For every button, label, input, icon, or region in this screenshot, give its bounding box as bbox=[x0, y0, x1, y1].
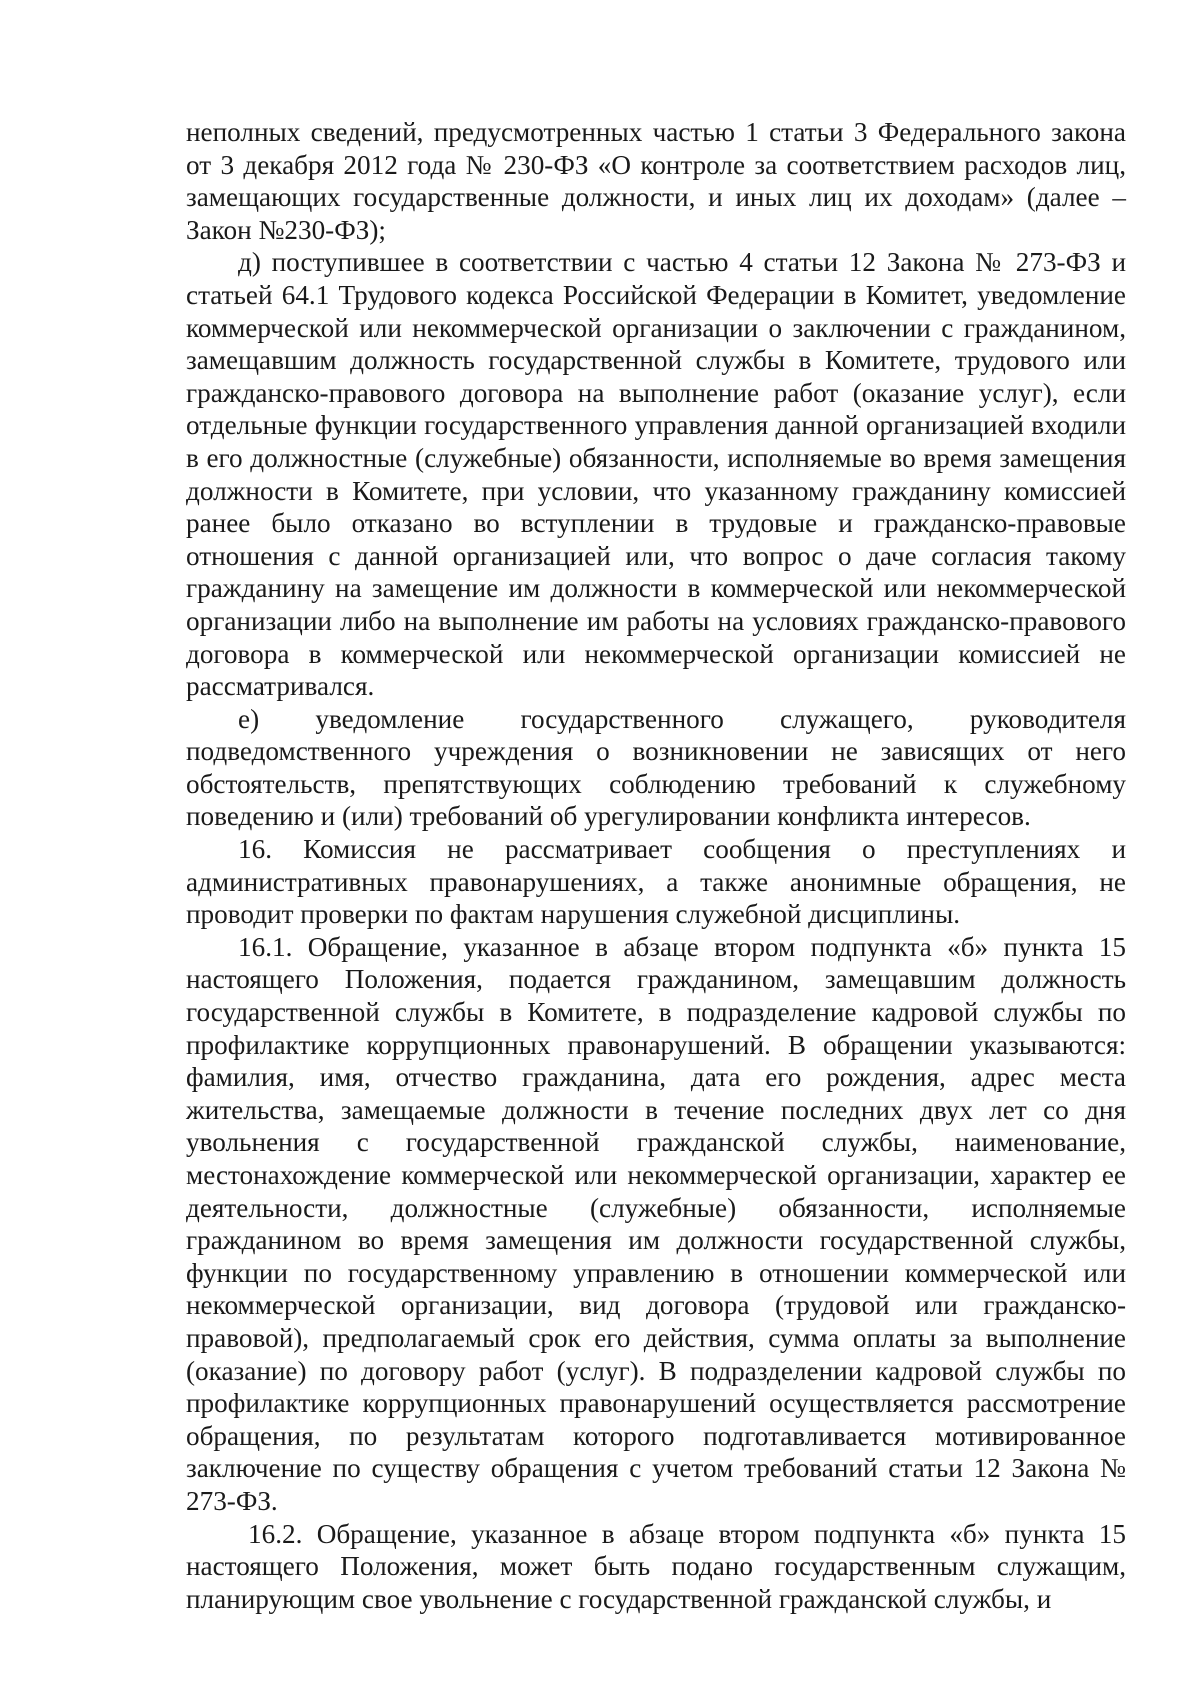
paragraph-16-1: 16.1. Обращение, указанное в абзаце втором подпункта «б» пункта 15 настоящего Положения, подается гражданином, замещавшим должность государственной службы в Комитете, в подразделение кадровой службы по профилактике коррупционных правонарушений. В обращении указываются: фамилия, имя, отчество гражданина, дата его рождения, адрес места жительства, замещаемые должности в течение последних двух лет со дня увольнения с государственной гражданской службы, наименование, местонахождение коммерческой или некоммерческой организации, характер ее деятельности, должностные (служебные) обязанности, исполняемые гражданином во время замещения им должности государственной службы, функции по государственному управлению в отношении коммерческой или некоммерческой организации, вид договора (трудовой или гражданско-правовой), предполагаемый срок его действия, сумма оплаты за выполнение (оказание) по договору работ (услуг). В подразделении кадровой службы по профилактике коррупционных правонарушений осуществляется рассмотрение обращения, по результатам которого подготавливается мотивированное заключение по существу обращения с учетом требований статьи 12 Закона № 273-ФЗ. bbox=[186, 931, 1126, 1516]
paragraph-e: е) уведомление государственного служащего, руководителя подведомственного учреждения о возникновении не зависящих от него обстоятельств, препятствующих соблюдению требований к служебному поведению и (или) требований об урегулировании конфликта интересов. bbox=[186, 703, 1126, 832]
paragraph-16: 16. Комиссия не рассматривает сообщения о преступлениях и административных правонарушениях, а также анонимные обращения, не проводит проверки по фактам нарушения служебной дисциплины. bbox=[186, 834, 1126, 930]
paragraph-d: д) поступившее в соответствии с частью 4 статьи 12 Закона № 273-ФЗ и статьей 64.1 Трудового кодекса Российской Федерации в Комитет, уведомление коммерческой или некоммерческой организации о заключении с гражданином, замещавшим должность государственной службы в Комитете, трудового или гражданско-правового договора на выполнение работ (оказание услуг), если отдельные функции государственного управления данной организацией входили в его должностные (служебные) обязанности, исполняемые во время замещения должности в Комитете, при условии, что указанному гражданину комиссией ранее было отказано во вступлении в трудовые и гражданско-правовые отношения с данной организацией или, что вопрос о даче согласия такому гражданину на замещение им должности в коммерческой или некоммерческой организации либо на выполнение им работы на условиях гражданско-правового договора в коммерческой или некоммерческой организации комиссией не рассматривался. bbox=[186, 247, 1126, 702]
paragraph-16-2: 16.2. Обращение, указанное в абзаце втором подпункта «б» пункта 15 настоящего Положения, может быть подано государственным служащим, планирующим свое увольнение с государственной гражданской службы, и bbox=[186, 1518, 1126, 1614]
document-body bbox=[186, 116, 1126, 1615]
paragraph-continuation: неполных сведений, предусмотренных частью 1 статьи 3 Федерального закона от 3 декабря 2012 года № 230-ФЗ «О контроле за соответствием расходов лиц, замещающих государственные должности, и иных лиц их доходам» (далее – Закон №230-ФЗ); bbox=[186, 117, 1126, 245]
